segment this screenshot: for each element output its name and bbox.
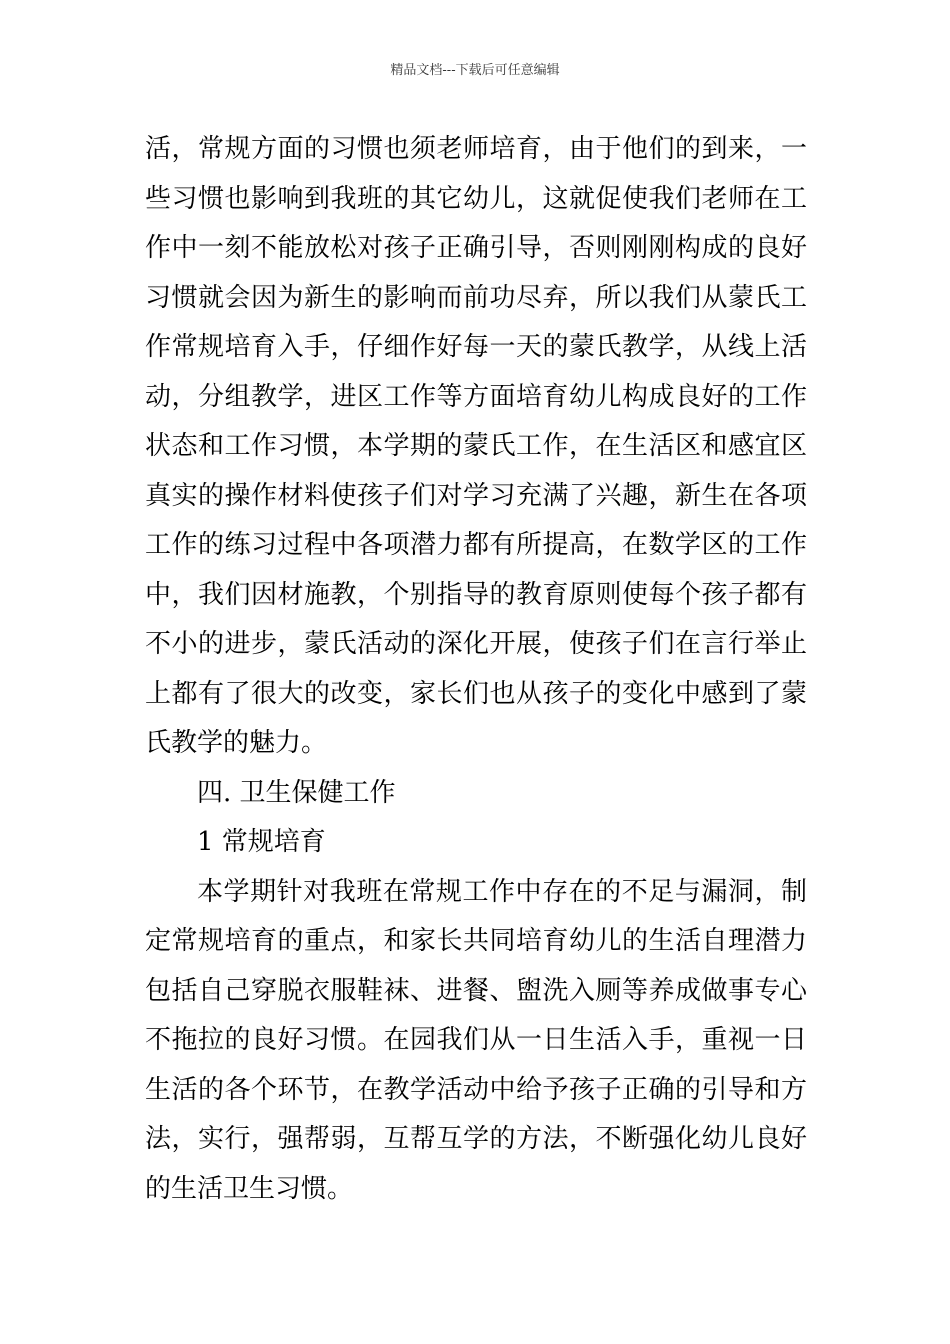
paragraph-line: 不拖拉的良好习惯。在园我们从一日生活入手，重视一日 xyxy=(145,1025,807,1055)
paragraph-line: 活，常规方面的习惯也须老师培育，由于他们的到来，一 xyxy=(145,134,807,164)
section-heading: 四. 卫生保健工作 xyxy=(197,777,396,808)
paragraph-line: 本学期针对我班在常规工作中存在的不足与漏洞，制 xyxy=(197,876,807,907)
paragraph-line: 习惯就会因为新生的影响而前功尽弃，所以我们从蒙氏工 xyxy=(145,282,807,313)
paragraph-line: 生活的各个环节，在教学活动中给予孩子正确的引导和方 xyxy=(145,1074,807,1105)
paragraph-line: 真实的操作材料使孩子们对学习充满了兴趣，新生在各项 xyxy=(145,480,807,511)
paragraph-line: 动，分组教学，进区工作等方面培育幼儿构成良好的工作 xyxy=(145,381,807,412)
page-header: 精品文档---下载后可任意编辑 xyxy=(390,63,560,78)
paragraph-line: 氏教学的魅力。 xyxy=(145,728,328,758)
paragraph-1 xyxy=(145,125,807,769)
paragraph-line: 的生活卫生习惯。 xyxy=(145,1173,354,1204)
paragraph-line: 法，实行，强帮弱，互帮互学的方法，不断强化幼儿良好 xyxy=(145,1124,807,1154)
paragraph-line: 上都有了很大的改变，家长们也从孩子的变化中感到了蒙 xyxy=(145,678,807,709)
paragraph-line: 作中一刻不能放松对孩子正确引导，否则刚刚构成的良好 xyxy=(145,233,807,263)
paragraph-line: 包括自己穿脱衣服鞋袜、进餐、盥洗入厕等养成做事专心 xyxy=(145,975,807,1006)
paragraph-line: 些习惯也影响到我班的其它幼儿，这就促使我们老师在工 xyxy=(145,183,807,214)
paragraph-2 xyxy=(145,868,807,1215)
paragraph-line: 定常规培育的重点，和家长共同培育幼儿的生活自理潜力 xyxy=(145,926,807,956)
paragraph-line: 不小的进步，蒙氏活动的深化开展，使孩子们在言行举止 xyxy=(145,629,807,659)
document-body xyxy=(145,125,807,1214)
subsection-heading: 1 常规培育 xyxy=(197,827,326,857)
paragraph-line: 作常规培育入手，仔细作好每一天的蒙氏教学，从线上活 xyxy=(145,332,807,362)
paragraph-line: 状态和工作习惯，本学期的蒙氏工作，在生活区和感宜区 xyxy=(145,431,807,461)
paragraph-line: 中，我们因材施教，个别指导的教育原则使每个孩子都有 xyxy=(145,579,807,610)
paragraph-line: 工作的练习过程中各项潜力都有所提高，在数学区的工作 xyxy=(145,530,807,560)
